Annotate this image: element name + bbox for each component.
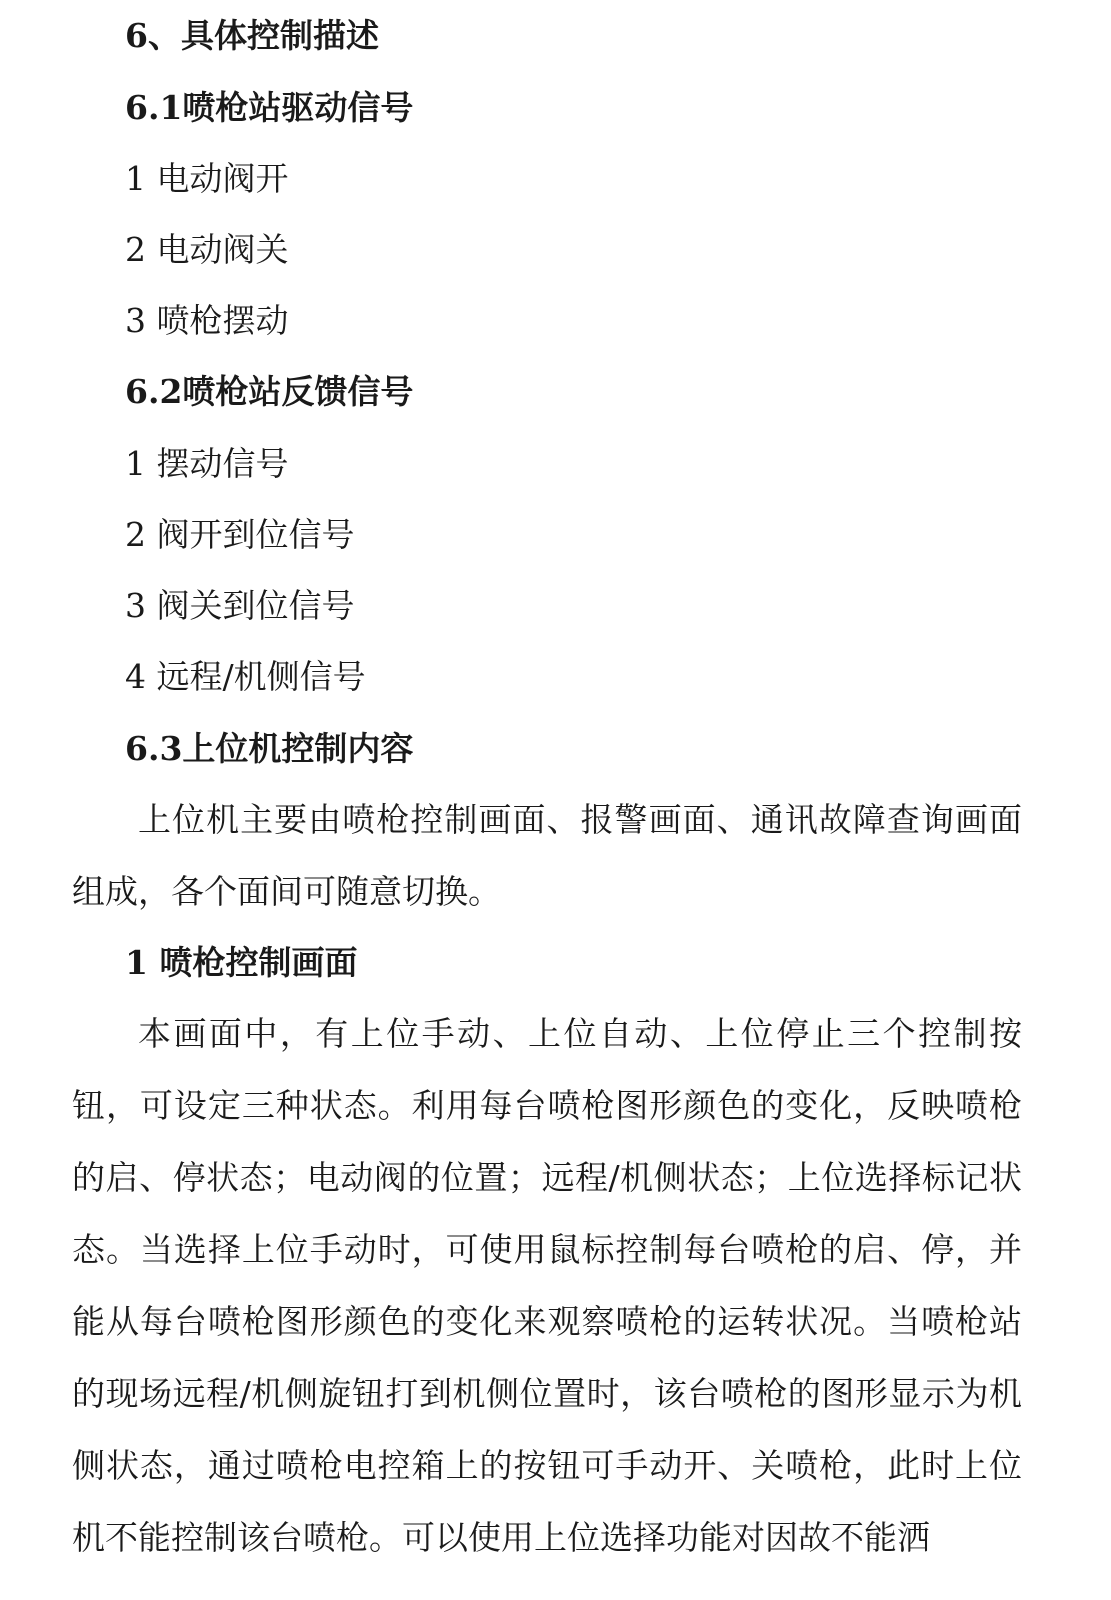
subsection-title-6-3: 6.3上位机控制内容 [125, 729, 414, 768]
list-item: 2 电动阀关 [125, 230, 289, 269]
body-paragraph: 本画面中，有上位手动、上位自动、上位停止三个控制按钮，可设定三种状态。利用每台喷枪图形颜色的变化，反映喷枪的启、停状态；电动阀的位置；远程/机侧状态；上位选择标记状态。当选择上位手动时，可使用鼠标控制每台喷枪的启、停，并能从每台喷枪图形颜色的变化来观察喷枪的运转状况。当喷枪站的现场远程/机侧旋钮打到机侧位置时，该台喷枪的图形显示为机侧状态，通过喷枪电控箱上的按钮可手动开、关喷枪，此时上位机不能控制该台喷枪。可以使用上位选择功能对因故不能洒 [72, 1014, 1022, 1557]
subsection-title-6-2: 6.2喷枪站反馈信号 [125, 372, 414, 411]
list-item: 4 远程/机侧信号 [125, 657, 366, 696]
subsection-title-control-screen: 1 喷枪控制画面 [125, 943, 358, 982]
list-item: 1 摆动信号 [125, 444, 289, 483]
list-item: 2 阀开到位信号 [125, 515, 355, 554]
list-item: 3 喷枪摆动 [125, 301, 289, 340]
intro-paragraph: 上位机主要由喷枪控制画面、报警画面、通讯故障查询画面组成，各个面间可随意切换。 [72, 800, 1022, 911]
section-title: 6、具体控制描述 [125, 16, 379, 55]
list-item: 3 阀关到位信号 [125, 586, 355, 625]
list-item: 1 电动阀开 [125, 159, 289, 198]
subsection-title-6-1: 6.1喷枪站驱动信号 [125, 88, 414, 127]
